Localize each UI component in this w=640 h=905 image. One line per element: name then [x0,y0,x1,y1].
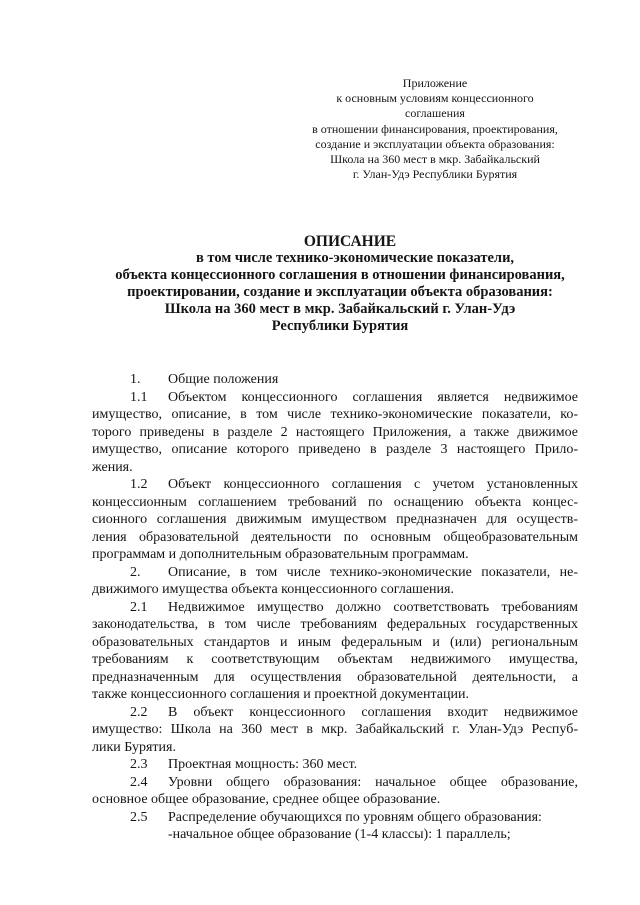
paragraph-line: программам и дополнительным образовательным программам. [92,547,469,562]
paragraph-line: концессионным соглашением требований по оснащению объекта концес- [92,494,578,510]
paragraph-text: В объект концессионного соглашения входит недвижимое [168,704,578,720]
paragraph-line: имущество, описание которого приведено в разделе 3 настоящего Прило- [92,442,578,457]
paragraph-line: имущество: Школа на 360 мест в мкр. Забайкальский г. Улан-Удэ Респуб- [92,722,578,737]
paragraph-2-3 [92,756,578,774]
title-line: в том числе технико-экономические показатели, [195,250,515,266]
paragraph-number: 1. [130,372,141,387]
document-title [92,233,588,335]
title-line: Школа на 360 мест в мкр. Забайкальский г. Улан-Удэ [164,301,516,317]
title-heading: ОПИСАНИЕ [303,233,397,250]
header-line: соглашения [405,106,465,121]
paragraph-line [92,704,578,722]
paragraph-line: законодательства, в том числе требованиям федеральных государственных [92,617,578,632]
paragraph-text: Объектом концессионного соглашения является недвижимое [168,389,578,405]
paragraph-2-2 [92,704,578,757]
document-body [92,371,578,844]
paragraph-number: 1.1 [130,389,148,405]
paragraph-number: 2.1 [130,599,148,615]
paragraph-1-1 [92,389,578,477]
paragraph-line: образовательных стандартов и иным федеральным и (или) региональным [92,634,578,650]
paragraph-number: 2.4 [130,774,148,790]
header-line: к основным условиям концессионного [336,91,534,106]
paragraph-text: Общие положения [168,372,279,387]
paragraph-text: Уровни общего образования: начальное общее образование, [168,774,578,790]
paragraph-number: 2. [130,564,141,580]
paragraph-text: Распределение обучающихся по уровням общего образования: [168,809,542,825]
paragraph-line [92,371,578,389]
paragraph-line [92,389,578,407]
title-line: проектировании, создание и эксплуатации объекта образования: [127,284,553,300]
header-line: Школа на 360 мест в мкр. Забайкальский [330,151,540,166]
header-line: создание и эксплуатации объекта образования: [315,136,555,151]
paragraph-line: сионного соглашения движимым имуществом предназначен для осуществ- [92,512,578,527]
paragraph-number: 2.5 [130,809,148,825]
paragraph-line: ления образовательной деятельности по основным общеобразовательным [92,529,578,545]
paragraph-line: предназначенным для осуществления образовательной деятельности, а [92,669,578,685]
paragraph-line: также концессионного соглашения и проектной документации. [92,687,469,702]
paragraph-line [92,476,578,494]
paragraph-1 [92,371,578,389]
paragraph-2 [92,564,578,599]
paragraph-line: лики Бурятия. [92,739,176,755]
header-line: в отношении финансирования, проектирования, [312,121,558,136]
appendix-header [300,76,570,182]
paragraph-text: Проектная мощность: 360 мест. [168,757,358,772]
paragraph-line [92,564,578,582]
paragraph-number: 1.2 [130,477,148,492]
paragraph-line: основное общее образование, среднее общее образование. [92,792,441,807]
paragraph-line: имущество, описание, в том числе технико-экономические показатели, ко- [92,407,578,422]
paragraph-line: торого приведены в разделе 2 настоящего Приложения, а также движимое [92,424,578,440]
paragraph-line: жения. [92,459,133,475]
paragraph-text: Недвижимое имущество должно соответствовать требованиям [168,599,578,615]
title-line: объекта концессионного соглашения в отношении финансирования, [115,267,565,283]
paragraph-2-5 [92,809,578,844]
paragraph-list-item: -начальное общее образование (1-4 классы): 1 параллель; [168,827,511,842]
paragraph-text: Объект концессионного соглашения с учетом установленных [168,477,578,492]
paragraph-line [92,599,578,617]
paragraph-1-2 [92,476,578,564]
paragraph-2-4 [92,774,578,809]
paragraph-line [92,809,578,827]
title-line: Республики Бурятия [271,318,409,334]
paragraph-2-1 [92,599,578,704]
header-line: г. Улан-Удэ Республики Бурятия [352,167,518,182]
paragraph-line: движимого имущества объекта концессионного соглашения. [92,582,454,597]
paragraph-text: Описание, в том числе технико-экономические показатели, не- [168,564,578,580]
paragraph-line [92,774,578,792]
paragraph-line: требованиям к соответствующим объектам недвижимого имущества, [92,652,578,667]
paragraph-number: 2.2 [130,704,148,720]
paragraph-number: 2.3 [130,757,148,772]
paragraph-line [92,756,578,774]
header-line: Приложение [402,76,468,90]
